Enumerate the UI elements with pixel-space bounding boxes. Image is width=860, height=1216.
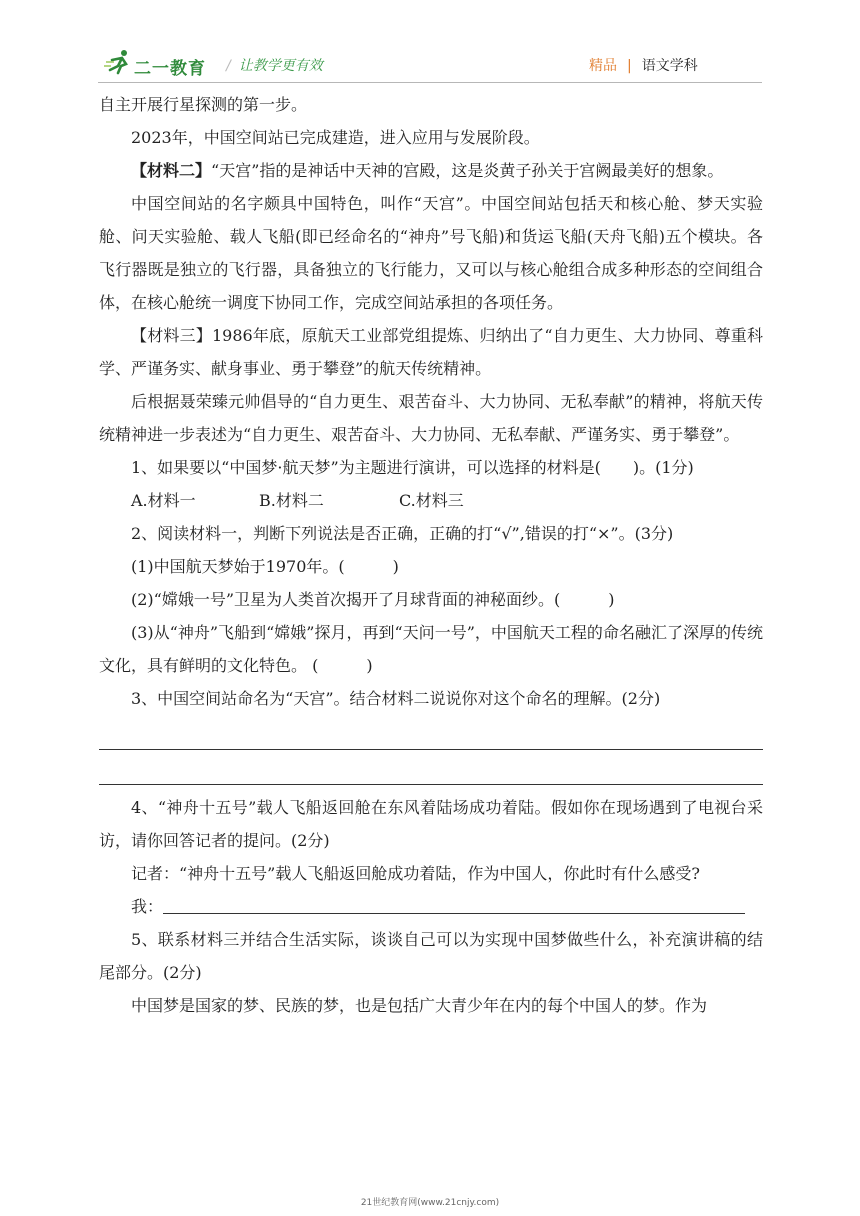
speech-ending-text: 中国梦是国家的梦、民族的梦，也是包括广大青少年在内的每个中国人的梦。作为	[131, 996, 708, 1015]
paragraph-6: 后根据聂荣臻元帅倡导的“自力更生、艰苦奋斗、大力协同、无私奉献”的精神，将航天传统精神进一步表述为“自力更生、艰苦奋斗、大力协同、无私奉献、严谨务实、勇于攀登”。	[99, 392, 763, 444]
question-3: 3、中国空间站命名为“天宫”。结合材料二说说你对这个命名的理解。(2分)	[131, 689, 661, 708]
my-answer-row	[99, 890, 763, 923]
question-2-item-1: (1)中国航天梦始于1970年。( )	[131, 557, 399, 576]
reporter-question: 记者：“神舟十五号”载人飞船返回舱成功着陆，作为中国人，你此时有什么感受?	[131, 864, 700, 883]
question-2-item-2: (2)“嫦娥一号”卫星为人类首次揭开了月球背面的神秘面纱。( )	[131, 590, 615, 609]
option-b: B.材料二	[259, 491, 324, 510]
material-two-intro: “天宫”指的是神话中天神的宫殿，这是炎黄子孙关于宫阙最美好的想象。	[211, 161, 724, 180]
question-1: 1、如果要以“中国梦·航天梦”为主题进行演讲，可以选择的材料是( )。(1分)	[131, 458, 694, 477]
slogan-text: 让教学更有效	[238, 58, 323, 74]
question-2-item-3: (3)从“神舟”飞船到“嫦娥”探月，再到“天问一号”，中国航天工程的命名融汇了深厚的传统文化，具有鲜明的文化特色。 ( )	[99, 623, 763, 675]
option-c: C.材料三	[399, 491, 464, 510]
header-divider	[98, 82, 762, 83]
paragraph-1: 自主开展行星探测的第一步。	[99, 95, 308, 114]
runner-logo-icon	[104, 48, 134, 78]
header-right: 精品 | 语文学科	[589, 58, 698, 74]
question-1-options	[99, 484, 763, 517]
option-a: A.材料一	[131, 491, 196, 510]
quality-label: 精品	[589, 58, 617, 74]
material-two-label: 【材料二】	[131, 161, 212, 180]
me-label: 我：	[131, 897, 164, 916]
my-answer-blank[interactable]	[163, 893, 745, 914]
paragraph-4: 中国空间站的名字颇具中国特色，叫作“天宫”。中国空间站包括天和核心舱、梦天实验舱、问天实验舱、载人飞船(即已经命名的“神舟”号飞船)和货运飞船(天舟飞船)五个模块。各飞行器既是独立的飞行器，具备独立的飞行能力，又可以与核心舱组合成多种形态的空间组合体，在核心舱统一调度下协同工作，完成空间站承担的各项任务。	[99, 194, 763, 312]
logo	[104, 48, 214, 82]
subject-label: 语文学科	[641, 58, 698, 74]
paragraph-material-three: 【材料三】1986年底，原航天工业部党组提炼、归纳出了“自力更生、大力协同、尊重科学、严谨务实、献身事业、勇于攀登”的航天传统精神。	[99, 326, 763, 378]
answer-line-1[interactable]	[99, 723, 763, 750]
question-2: 2、阅读材料一，判断下列说法是否正确，正确的打“√”,错误的打“×”。(3分)	[131, 524, 674, 543]
page-header	[0, 0, 860, 86]
question-4: 4、“神舟十五号”载人飞船返回舱在东风着陆场成功着陆。假如你在现场遇到了电视台采访，请你回答记者的提问。(2分)	[99, 798, 763, 850]
logo-text: 二一教育	[134, 59, 206, 79]
paragraph-material-two	[99, 154, 763, 187]
answer-line-2[interactable]	[99, 758, 763, 785]
question-5: 5、联系材料三并结合生活实际，谈谈自己可以为实现中国梦做些什么，补充演讲稿的结尾部分。(2分)	[99, 930, 763, 982]
paragraph-2: 2023年，中国空间站已完成建造，进入应用与发展阶段。	[131, 128, 540, 147]
document-body	[99, 88, 763, 1022]
page-footer: 21世纪教育网(www.21cnjy.com)	[360, 1198, 500, 1208]
slogan: / 让教学更有效	[226, 58, 323, 74]
